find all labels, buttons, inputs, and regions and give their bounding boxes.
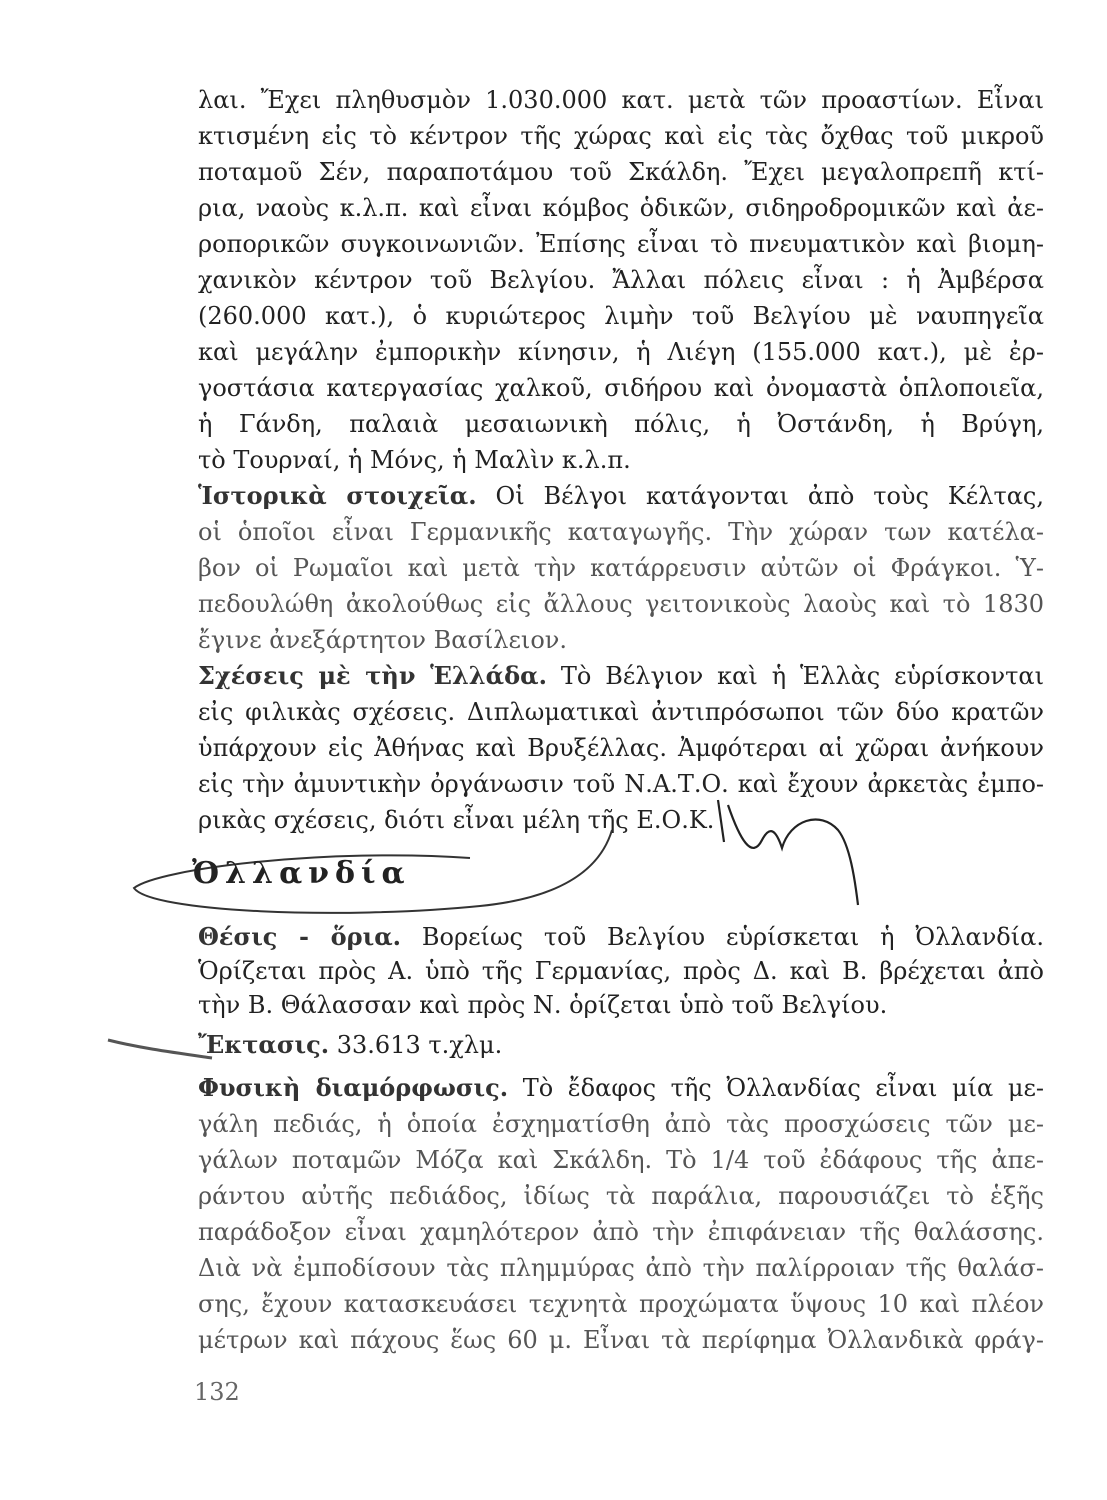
text-line: εἰς τὴν ἀμυντικὴν ὀργάνωσιν τοῦ Ν.Α.Τ.Ο. καὶ ἔχουν ἀρκετὰς ἐμπο-: [198, 770, 1044, 798]
text-line: γάλων ποταμῶν Μόζα καὶ Σκάλδη. Τὸ 1/4 τοῦ ἐδάφους τῆς ἀπε-: [198, 1146, 1044, 1174]
text-line: λαι. Ἔχει πληθυσμὸν 1.030.000 κατ. μετὰ τῶν προαστίων. Εἶναι: [198, 86, 1044, 114]
text-line: βον οἱ Ρωμαῖοι καὶ μετὰ τὴν κατάρρευσιν αὐτῶν οἱ Φράγκοι. Ὑ-: [198, 554, 1044, 582]
text-run: Βορείως τοῦ Βελγίου εὑρίσκεται ἡ Ὀλλανδία.: [401, 923, 1044, 951]
text-line: ρια, ναοὺς κ.λ.π. καὶ εἶναι κόμβος ὁδικῶν, σιδηροδρομικῶν καὶ ἀε-: [198, 194, 1044, 222]
text-line: [198, 922, 1044, 952]
page-number: 132: [194, 1378, 240, 1406]
text-line: οἱ ὁποῖοι εἶναι Γερμανικῆς καταγωγῆς. Τὴν χώραν των κατέλα-: [198, 518, 1044, 546]
paragraph-heading: Θέσις - ὅρια.: [198, 922, 402, 951]
text-line: καὶ μεγάλην ἐμπορικὴν κίνησιν, ἡ Λιέγη (155.000 κατ.), μὲ ἐρ-: [198, 338, 1044, 366]
text-line: ὑπάρχουν εἰς Ἀθήνας καὶ Βρυξέλλας. Ἀμφότεραι αἱ χῶραι ἀνήκουν: [198, 734, 1044, 762]
text-run: Οἱ Βέλγοι κατάγονται ἀπὸ τοὺς Κέλτας,: [476, 482, 1044, 510]
text-line: τὸ Τουρναί, ἡ Μόνς, ἡ Μαλὶν κ.λ.π.: [198, 446, 631, 474]
text-run: Τὸ Βέλγιον καὶ ἡ Ἑλλὰς εὑρίσκονται: [546, 662, 1045, 690]
text-line: Ὁρίζεται πρὸς Α. ὑπὸ τῆς Γερμανίας, πρὸς Δ. καὶ Β. βρέχεται ἀπὸ: [198, 957, 1044, 985]
text-line: ἡ Γάνδη, παλαιὰ μεσαιωνικὴ πόλις, ἡ Ὀστάνδη, ἡ Βρύγη,: [198, 410, 1044, 438]
text-line: [198, 1073, 1044, 1103]
text-line: Διὰ νὰ ἐμποδίσουν τὰς πλημμύρας ἀπὸ τὴν παλίρροιαν τῆς θαλάσ-: [198, 1254, 1044, 1282]
text-line: εἰς φιλικὰς σχέσεις. Διπλωματικαὶ ἀντιπρόσωποι τῶν δύο κρατῶν: [198, 698, 1044, 726]
text-run: Τὸ ἔδαφος τῆς Ὀλλανδίας εἶναι μία με-: [508, 1074, 1044, 1102]
text-run: 33.613 τ.χλμ.: [329, 1031, 503, 1059]
paragraph-heading: Σχέσεις μὲ τὴν Ἑλλάδα.: [198, 661, 547, 690]
text-line: ἔγινε ἀνεξάρτητον Βασίλειον.: [198, 626, 568, 654]
text-line: ποταμοῦ Σέν, παραποτάμου τοῦ Σκάλδη. Ἔχει μεγαλοπρεπῆ κτί-: [198, 158, 1044, 186]
section-title: Ὀλλανδία: [192, 856, 411, 891]
text-line: παράδοξον εἶναι χαμηλότερον ἀπὸ τὴν ἐπιφάνειαν τῆς θαλάσσης.: [198, 1218, 1044, 1246]
paragraph-heading: Ἱστορικὰ στοιχεῖα.: [198, 481, 477, 510]
text-line: γάλη πεδιάς, ἡ ὁποία ἐσχηματίσθη ἀπὸ τὰς προσχώσεις τῶν με-: [198, 1110, 1044, 1138]
text-line: μέτρων καὶ πάχους ἕως 60 μ. Εἶναι τὰ περίφημα Ὀλλανδικὰ φράγ-: [198, 1326, 1044, 1354]
text-line: σης, ἔχουν κατασκευάσει τεχνητὰ προχώματα ὕψους 10 καὶ πλέον: [198, 1290, 1044, 1318]
text-line: χανικὸν κέντρον τοῦ Βελγίου. Ἄλλαι πόλεις εἶναι : ἡ Ἀμβέρσα: [198, 266, 1044, 294]
text-line: (260.000 κατ.), ὁ κυριώτερος λιμὴν τοῦ Βελγίου μὲ ναυπηγεῖα: [198, 302, 1044, 330]
text-line: ρικὰς σχέσεις, διότι εἶναι μέλη τῆς Ε.Ο.Κ.: [198, 806, 715, 834]
text-line: πεδουλώθη ἀκολούθως εἰς ἄλλους γειτονικοὺς λαοὺς καὶ τὸ 1830: [198, 590, 1044, 618]
text-line: τὴν Β. Θάλασσαν καὶ πρὸς Ν. ὁρίζεται ὑπὸ τοῦ Βελγίου.: [198, 991, 888, 1019]
text-line: ράντου αὐτῆς πεδιάδος, ἰδίως τὰ παράλια, παρουσιάζει τὸ ἑξῆς: [198, 1182, 1044, 1210]
paragraph-heading: Φυσικὴ διαμόρφωσις.: [198, 1073, 509, 1102]
paragraph-area: [198, 1030, 1044, 1060]
text-line: κτισμένη εἰς τὸ κέντρον τῆς χώρας καὶ εἰς τὰς ὄχθας τοῦ μικροῦ: [198, 122, 1044, 150]
paragraph-heading: Ἔκτασις.: [198, 1030, 330, 1059]
text-line: γοστάσια κατεργασίας χαλκοῦ, σιδήρου καὶ ὀνομαστὰ ὁπλοποιεῖα,: [198, 374, 1044, 402]
text-line: ροπορικῶν συγκοινωνιῶν. Ἐπίσης εἶναι τὸ πνευματικὸν καὶ βιομη-: [198, 230, 1044, 258]
